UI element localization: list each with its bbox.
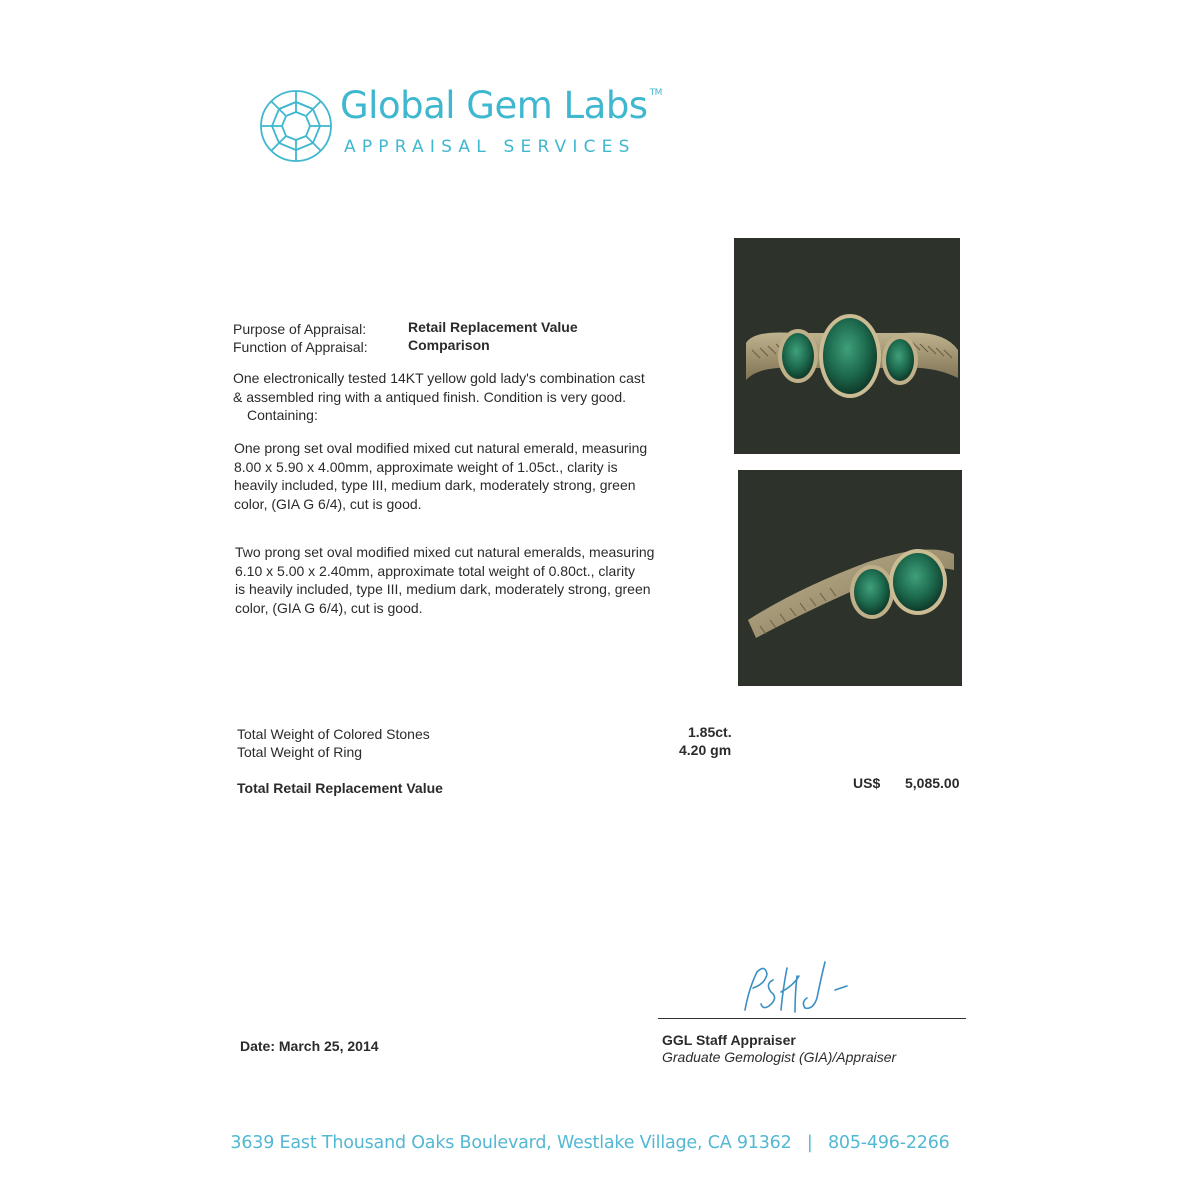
ring-weight-value: 4.20 gm bbox=[679, 742, 732, 758]
center-stone-line: heavily included, type III, medium dark, moderately strong, green bbox=[234, 477, 636, 493]
center-stone-line: color, (GIA G 6/4), cut is good. bbox=[234, 495, 422, 512]
ring-photo-side bbox=[738, 470, 962, 686]
brand-name: Global Gem Labs ™ bbox=[340, 84, 662, 127]
appraiser-title: Graduate Gemologist (GIA)/Appraiser bbox=[662, 1049, 897, 1065]
brand-subtitle: APPRAISAL SERVICES bbox=[344, 137, 636, 157]
ring-photo-front bbox=[734, 238, 960, 454]
appraisal-date: Date: March 25, 2014 bbox=[240, 1038, 379, 1054]
footer-contact bbox=[0, 1133, 1180, 1153]
footer-phone: 805-496-2266 bbox=[828, 1133, 950, 1153]
ring-description-line: & assembled ring with a antiqued finish. Condition is very good. bbox=[233, 388, 626, 405]
trademark-mark: TM bbox=[649, 88, 662, 98]
handwritten-signature bbox=[735, 958, 855, 1018]
footer-separator: | bbox=[806, 1133, 813, 1153]
signature-line bbox=[658, 1018, 966, 1019]
total-value-label: Total Retail Replacement Value bbox=[237, 780, 443, 796]
purpose-value: Retail Replacement Value bbox=[408, 319, 578, 335]
currency-label: US$ bbox=[853, 775, 881, 791]
total-value: 5,085.00 bbox=[905, 775, 960, 791]
ring-description bbox=[233, 369, 645, 425]
function-label: Function of Appraisal: bbox=[233, 339, 368, 355]
footer-address: 3639 East Thousand Oaks Boulevard, Westlake Village, CA 91362 bbox=[230, 1133, 792, 1153]
function-value: Comparison bbox=[408, 337, 490, 353]
side-stones-line: color, (GIA G 6/4), cut is good. bbox=[235, 599, 423, 616]
gem-logo-icon bbox=[258, 88, 334, 164]
center-stone-line: 8.00 x 5.90 x 4.00mm, approximate weight of 1.05ct., clarity is bbox=[234, 458, 618, 475]
ring-weight-label: Total Weight of Ring bbox=[237, 744, 363, 760]
containing-label: Containing: bbox=[247, 407, 318, 423]
side-stones-line: 6.10 x 5.00 x 2.40mm, approximate total weight of 0.80ct., clarity bbox=[235, 562, 635, 579]
purpose-label: Purpose of Appraisal: bbox=[233, 321, 367, 337]
side-stones-line: is heavily included, type III, medium dark, moderately strong, green bbox=[235, 581, 651, 597]
appraiser-name: GGL Staff Appraiser bbox=[662, 1032, 796, 1048]
stones-weight-label: Total Weight of Colored Stones bbox=[237, 726, 430, 742]
center-stone-line: One prong set oval modified mixed cut natural emerald, measuring bbox=[234, 440, 648, 456]
center-stone-description bbox=[234, 439, 647, 513]
stones-weight-value: 1.85ct. bbox=[688, 724, 732, 740]
side-stones-line: Two prong set oval modified mixed cut natural emeralds, measuring bbox=[235, 544, 655, 560]
side-stones-description bbox=[235, 543, 654, 617]
ring-description-line: One electronically tested 14KT yellow gold lady's combination cast bbox=[233, 370, 645, 386]
